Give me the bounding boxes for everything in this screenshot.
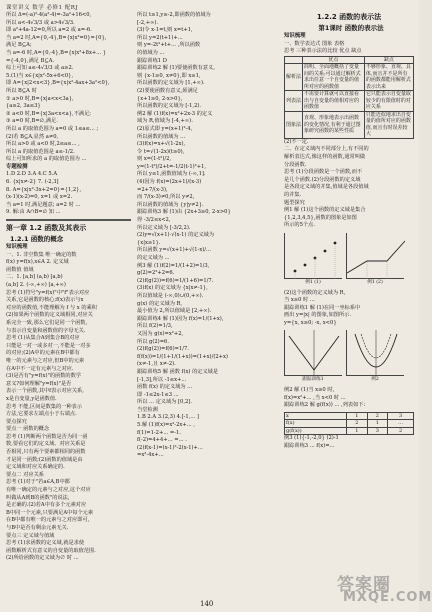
table-row <box>285 427 414 435</box>
text-line: {x|x≥1}. <box>137 239 161 246</box>
text-line: ={-4,0},满足 B⊆A. <box>6 57 55 64</box>
text-line: 题型探究 <box>284 199 305 206</box>
practice-lines <box>6 179 131 217</box>
text-line: f(1)=1-2+... =-1. <box>137 429 181 436</box>
knowledge-title: 知识梳理 <box>6 244 28 251</box>
table-row <box>285 412 414 420</box>
text-line: (a,b] 2. (-∞,+∞) [a,+∞) <box>6 282 66 288</box>
text-line: 系完全一致,那么它们是同一个函数, <box>6 319 88 326</box>
text-line: 思考 不能,区间是数集的一种表示 <box>6 403 82 410</box>
watermark-logo <box>337 570 432 606</box>
text-lines <box>284 41 414 56</box>
graph-abs <box>284 330 342 376</box>
text-line: ③ a=0 时,B=∅,满足. <box>6 118 58 125</box>
text-line: 思考 (1)从集合A到集合B的对应 <box>6 335 80 342</box>
table-cell: 不够形象、直观、具体,而且并不是所有的函数都能用解析式表示出来 <box>364 64 413 91</box>
text-line: 思考 (1)求函数的定义域,就是求使 <box>6 540 85 547</box>
page-number: 140 <box>200 600 214 608</box>
text-line: [-2,+∞). <box>137 19 159 26</box>
text-line: (2)所给函数的定义域为∅ 时 ... <box>6 555 79 562</box>
table-row-label: g(f(x)) <box>285 427 347 435</box>
text-line: 要点二 对应关系 <box>6 471 44 478</box>
table-cell: 1 <box>347 412 368 420</box>
text-line: 思考 (1)符号"y=f(x)"中"f"表示对应 <box>6 289 90 296</box>
text-line: 令 t=√(1-2x)(t≥0), <box>137 148 185 155</box>
figure <box>284 233 342 287</box>
text-line: (2)f(g(2))=f(6)=1/(1+6)=1/7. <box>137 277 214 284</box>
text-line: 综上可知 a≤-4√3/3 或 a≥2. <box>6 65 74 72</box>
text-line: (2)不一定. <box>284 138 309 145</box>
table-cell: 3 <box>367 427 388 435</box>
practice-answers: 1.D 2.D 3.A 4.C 5.A <box>6 171 58 178</box>
text-line: (3)是否有"y=f(x)"的函数的数学 <box>6 373 81 380</box>
text-line: 方法,它要求左端点小于右端点. <box>6 411 77 418</box>
text-line: 当 a=2 时,A={0,-4},B={x|x²=0}={0}, <box>6 34 107 41</box>
text-line: 例1 解 (1)这个函数的定义域是集合 <box>284 207 366 214</box>
subsection-title: 1.2.1 函数的概念 <box>10 235 64 244</box>
table-cell: 2 <box>347 420 368 428</box>
text-line: 所以 f(2)=1/3, <box>137 323 173 330</box>
text-line: f(f(x))=1/(1+1/(1+x))=(1+x)/(2+x) <box>137 353 228 360</box>
text-line: 叫做从A到B的函数"的说法, <box>6 494 70 501</box>
text-line: 的并集. <box>284 191 302 198</box>
table-header-cell: 优点 <box>303 56 365 64</box>
text-line: 函数 f(x) 的定义域为 ... <box>137 384 193 391</box>
text-line: 最小值为 2,所以值域是 [2,+∞). <box>137 308 212 315</box>
text-line: 例3 (1){-1,-2,0} (2)-1 <box>284 435 339 442</box>
figure-caption: 例1 (1) <box>305 279 321 285</box>
figure-caption: 例1 (2) <box>367 279 383 285</box>
text-line: {x+1≥0, 2-x>0}, <box>137 95 183 102</box>
text-line: 所以函数的值域为 ... <box>137 133 186 140</box>
table-cell: 它只能表示自变量取较少的有限值时的对应关系 <box>364 91 413 112</box>
text-line: (x-1)(x-2)=0, x=1 或 x=2. <box>6 194 73 201</box>
text-line: 跟踪训练1 D <box>137 57 167 64</box>
table-row <box>285 420 414 428</box>
column-right <box>284 12 414 592</box>
practice-title: 专题检测 <box>6 163 28 170</box>
text-line: y={x, x≥0; -x, x<0} <box>284 319 337 326</box>
text-line: 在B中都有唯一的元素与之对应即可, <box>6 517 90 524</box>
text-line: 要点探究 <box>6 418 27 425</box>
table-header-cell <box>285 56 303 64</box>
text-line: 跟踪训练2 解 g(f(x)) ... ,列表如下: <box>284 402 366 409</box>
text-line: ① a>0 时,B={x|a<x<3a}, <box>6 95 74 102</box>
text-line: 即 a²+4a-12=0,所以 a=2 或 a=-6. <box>6 27 92 34</box>
table-cell: 不需要计算就可以直接看出与自变量的值相对应的函数值 <box>303 91 365 112</box>
text-line: 即 -1≤2x-1≤3 ... <box>137 391 179 398</box>
text-line: 的值域为 ... <box>137 49 165 56</box>
text-lines <box>284 387 414 410</box>
graph-line <box>346 233 404 279</box>
column-left <box>6 12 131 592</box>
text-line: 8. A={x|x²-3x+2=0}={1,2}, <box>6 186 82 193</box>
text-line: (2)若 B⊆A,显然 a≠0, <box>6 133 59 140</box>
figure <box>346 233 404 287</box>
text-line: 二、1. [a,b] (a,b) [a,b) <box>6 274 63 281</box>
text-line: 对应的函数值,不能理解为 f 与 x 的乘积 <box>6 304 97 311</box>
text-line: 则 x=(1-t²)/2, <box>137 156 172 163</box>
text-line: 关系,它是函数的核心;f(x)表示与x <box>6 297 84 304</box>
table-row-label: 列表法 <box>285 91 303 112</box>
text-line: 所以函数的值域为 {y|y≠2}. <box>137 201 204 208</box>
text-line: (x≠-1,且 x≠-2). <box>137 361 176 368</box>
text-line: B中同一个元素,只要满足A中每个元素 <box>6 509 94 516</box>
text-line: 跟踪训练3 ... f(x)=... <box>284 442 335 449</box>
text-line: 解析表达式,像这样的函数,通常叫做 <box>284 153 366 160</box>
text-line: (2)y=√(x+1)·√(x-1) 的定义域为 <box>137 232 215 239</box>
text-line: (2)要使函数有意义,须满足 <box>137 87 198 94</box>
text-line: 要点三 定义域与值域 <box>6 532 55 539</box>
table-row-label: 解析法 <box>285 64 303 91</box>
text-line: 域为 R,值域为 [-4,+∞). <box>137 118 193 125</box>
text-lines <box>284 435 414 450</box>
text-line: 跟踪训练2 解 (1)要使函数有意义, <box>137 65 215 72</box>
table-row-label: 图象法 <box>285 111 303 138</box>
table-cell: 3 <box>388 412 414 420</box>
text-line: 的定义域为 ... <box>137 255 170 261</box>
text-line: 9. 解:由 A∩B=∅ 知 ... <box>6 209 61 216</box>
text-line: g(x) 的定义域为 R, <box>137 300 183 307</box>
text-line: 则 {x-1≥0, x≠0},即 x≥1, <box>137 72 201 79</box>
figure <box>346 330 404 384</box>
text-line: 跟踪训练1 解 (1)在同一坐标系中 <box>284 304 361 311</box>
text-line: 当 a=-6 时,A={0,-4},B={x|x²+8x+... } <box>6 49 107 56</box>
text-line: 画出 y=|x| 的图象,如图所示. <box>284 312 351 319</box>
text-line: 则 y=-2t²+t+... ,所以函数 <box>137 42 201 49</box>
table-row <box>285 64 414 91</box>
text-line: 跟踪训练4 解 (1)因为 f(x)=1/(1+x), <box>137 315 224 322</box>
text-lines <box>284 139 414 230</box>
column-middle <box>137 12 279 592</box>
text-line: 一、1. 非空数集 唯一确定的数 <box>6 251 77 258</box>
table-cell: 直观、形象地表示出函数的变化情况,有利于通过图象研究函数的某些性质 <box>303 111 365 138</box>
table-cell: 只能近似地求出自变量的值所对应的函数值,而且有时误差较大 <box>364 111 413 138</box>
figure-caption: 例2 <box>371 377 379 383</box>
text-line: 所以 g(2)=6. <box>137 338 169 345</box>
text-line: f(-2)=4+4+... =... . <box>137 437 187 444</box>
text-line: 唯一的元素与之对应,但B中的元素 <box>6 357 85 364</box>
text-line: 例2 解 (1)f(x)=x²+2x-3 的定义 <box>137 110 213 117</box>
text-line: 函数解析式有意义的自变量的取值范围. <box>6 547 96 554</box>
table-row <box>285 111 414 138</box>
text-line: 所以值域是 (-∞,0)∪(0,+∞). <box>137 292 204 299</box>
text-line: 所示的5个点. <box>284 222 315 229</box>
text-line: {a≥2, 3a≤3} <box>6 103 41 110</box>
text-line: 在A中不一定有元素与之对应. <box>6 365 74 372</box>
text-line: 分段函数. <box>284 161 307 168</box>
text-line: 所以 B⊆A 时 <box>6 87 37 94</box>
text-line: 跟踪训练3 解 (1)由 {2x+3≥0, 2-x>0} <box>137 209 231 216</box>
table-cell: 1 <box>367 420 388 428</box>
graph-dots <box>284 233 342 279</box>
text-line: 例2 解 (1)当 x≥0 时, <box>284 387 335 394</box>
text-line: 5.(1)当 x∈{x|x²-5x+6<0}, <box>6 72 74 79</box>
text-line: (3)令 x-1=t,则 x=t+1, <box>137 27 193 34</box>
text-line: 表示一个函数,其中f表示对应关系, <box>6 388 84 395</box>
text-line: =2+7/(x-3), <box>137 186 168 193</box>
section-divider <box>6 219 131 221</box>
text-line: 才是同一函数;(2)函数的值域是由 <box>6 456 83 463</box>
table-row-label: x <box>285 412 347 420</box>
text-line: (2)f(g(2))=f(6)=1/7. <box>137 346 189 353</box>
table-row-label: f(x) <box>285 420 347 428</box>
section-title: 1.2.2 函数的表示法 <box>316 13 382 21</box>
comparison-table <box>284 56 414 139</box>
text-line: 5.解 (1)f(x)=x²-2x+... , <box>137 422 195 429</box>
figure-row <box>284 330 414 384</box>
text-line: ② a<0 时,B={x|3a<x<a},不满足; <box>6 110 92 117</box>
text-line: 数,要看它们的定义域、对应关系是 <box>6 441 86 448</box>
text-line: 满足 B⊆A; <box>6 42 32 49</box>
text-line: 例3 解 (1)f(2)=1/(1+2)=1/3, <box>137 262 210 269</box>
table-cell: 2 <box>367 412 388 420</box>
text-line: 意义?如何理解"y=f(x)"是否 <box>6 380 72 387</box>
text-line: f(x)=x²+... ,当 x<0 时 ... <box>284 394 346 401</box>
text-line: 是正确的.(2)若A中有多个元素对应 <box>6 502 87 509</box>
text-line: 思考 (1)判断两个函数是否为同一函 <box>6 433 88 440</box>
text-line: (2)这个函数的定义域为 R, <box>284 289 346 296</box>
watermark-line: MXQE.COM <box>343 590 432 605</box>
text-line: 当 a=1 时,满足题意; a=2 时 ... <box>6 201 81 208</box>
text-line: 所以 y=2(t+1)+... <box>137 34 183 41</box>
text-line: (2)原式即 y=(x+1)²-4, <box>137 125 193 132</box>
graph-parabola <box>346 330 404 376</box>
text-line: 与B中是否有剩余元素无关. <box>6 525 69 531</box>
table-cell: 简明、全面地概括了变量间的关系;可以通过解析式求出任意一个自变量的值所对应的函数值 <box>303 64 365 91</box>
text-line: {1,2,3,4,5},函数的图象是如图 <box>284 214 357 221</box>
table-header-row <box>285 56 414 64</box>
text-line: 跟踪训练5 解 函数 f(x) 的定义域是 <box>137 368 219 375</box>
text-line: 否相同,只有两个要素都相同的函数 <box>6 449 86 456</box>
text-line: (2)f(x-1)=(x-1)²-2(x-1)+... <box>137 444 203 451</box>
solution-lines <box>6 12 131 164</box>
text-line: 要点一 函数的概念 <box>6 426 50 433</box>
text-line: 所以 t≥1,y≥-2,即函数的值域为 <box>137 12 211 18</box>
values-table <box>284 412 414 436</box>
text-line: g(2)=2²+2=6. <box>137 270 175 277</box>
text-line: y=(1-t²)/2+t=-1/2(t-1)²+1, <box>137 163 207 170</box>
text-line: 即 A={x|2<x<3},B={x|x²-4ax+3a²<0}, <box>6 80 110 87</box>
table-cell: ... <box>388 420 414 428</box>
knowledge-lines <box>6 252 131 563</box>
table-cell: 1 <box>347 427 368 435</box>
knowledge-title: 知识梳理 <box>284 33 306 39</box>
text-line: 所以 Δ=(-a)²-4(a²-4)=-3a²+16<0, <box>6 12 92 18</box>
text-line: 1.B 2.A 3.(2,3) 4.[-1,... ] <box>137 414 199 421</box>
text-line: 思考 (1)分段函数是一个函数,而不 <box>284 169 363 176</box>
text-line: 一、数学表达式 图象 表格 <box>284 40 345 47</box>
text-line: (4)因为 f(x)=(2x+1)/(x-3) <box>137 179 202 186</box>
text-line: 得 -3/2≤x<2, <box>137 217 171 224</box>
text-line: 所以函数的定义域为 [-1,2). <box>137 103 202 110</box>
text-line: 思考 三种表示法的比较 优点 缺点 <box>284 48 362 55</box>
text-line: (3)f(x) 的定义域为 {x|x≠-1}, <box>137 285 208 292</box>
text-line: (3)f(x)=x+√(1-2x), <box>137 141 186 148</box>
text-line: (2)如果两个函数的定义域相同,对应关 <box>6 312 93 319</box>
text-line: 是几个函数.(2)分段函数的定义域 <box>284 176 361 183</box>
table-row <box>285 91 414 112</box>
text-line: 与表示自变量和函数值的字母无关. <box>6 327 86 334</box>
text-line: 思考 (1)对于"若a∈A,B中都 <box>6 479 70 486</box>
table-header-cell: 缺点 <box>364 56 413 64</box>
section-title: 第一章 1.2 函数及其表示 <box>6 224 87 233</box>
text-line: 当堂检测 <box>137 406 158 413</box>
text-line: 的对应;(2)A中的元素在B中都有 <box>6 350 80 357</box>
text-line: 所以 a>0 或 a<0 时,2≤a≤... , <box>6 141 80 148</box>
text-line: 所以定义域为 [-3/2,2). <box>137 224 191 231</box>
figure-row <box>284 233 414 287</box>
text-line: 所以函数 y=√(x+1)+√(1-x)/... <box>137 247 211 254</box>
text-line: [-1,3],所以 -1≤x+... <box>137 376 187 383</box>
text-line: 所以 y≤1,函数值域为 (-∞,1]. <box>137 171 206 178</box>
text-line: f(x) y=f(x),x∈A 2. 定义域 <box>6 259 69 266</box>
text-line: 当 x≥0 时 ... <box>284 297 315 304</box>
text-line: 所以 ... 定义域为 [0,2]. <box>137 399 192 406</box>
text-line: 有唯一确定的元素与之对应,这个对应 <box>6 487 91 494</box>
text-line: 是各段定义域的并集,值域是各段值域 <box>284 184 369 191</box>
text-line: 所以函数的定义域为 [1,+∞). <box>137 80 205 87</box>
text-line: x是自变量,y是函数值. <box>6 395 57 402</box>
text-line: 综上可知所求的 a 的取值范围为 ... <box>6 156 87 163</box>
text-lines <box>284 290 414 328</box>
text-line: 只能是一对一或多对一,不能是一对多 <box>6 342 91 349</box>
text-line: 二、在定义域内不同部分上,有不同的 <box>284 146 369 153</box>
text-line: =x²-4x+... <box>137 452 164 459</box>
figure-caption: 跟踪训练1 <box>302 377 324 383</box>
text-line: 所以 a<-4√3/3 或 a>4√3/3. <box>6 19 75 26</box>
subsection-title: 第1课时 函数的表示法 <box>318 24 384 32</box>
solution-lines <box>137 12 279 460</box>
figure <box>284 330 342 384</box>
table-cell: 2 <box>388 427 414 435</box>
text-line: 又因为 g(x)=x²+2, <box>137 330 184 337</box>
text-line: 定义域和对应关系确定的. <box>6 464 65 471</box>
text-line: 6. {x|x≠-2} 7. (-2,3] <box>6 179 59 186</box>
running-header: 课堂讲义 数学 必修1 配RJ <box>6 5 79 11</box>
text-line: 所以 a 的取值范围为 a=0 或 1≤a≤... ; <box>6 125 99 132</box>
watermark-line: 答案圈 <box>337 575 391 595</box>
text-line: 而 7/(x-3)≠0,所以 y≠2, <box>137 194 195 201</box>
text-line: 函数值 值域 <box>6 266 34 273</box>
text-line: 所以 a 的取值范围是 a≤-1/2. <box>6 148 75 155</box>
